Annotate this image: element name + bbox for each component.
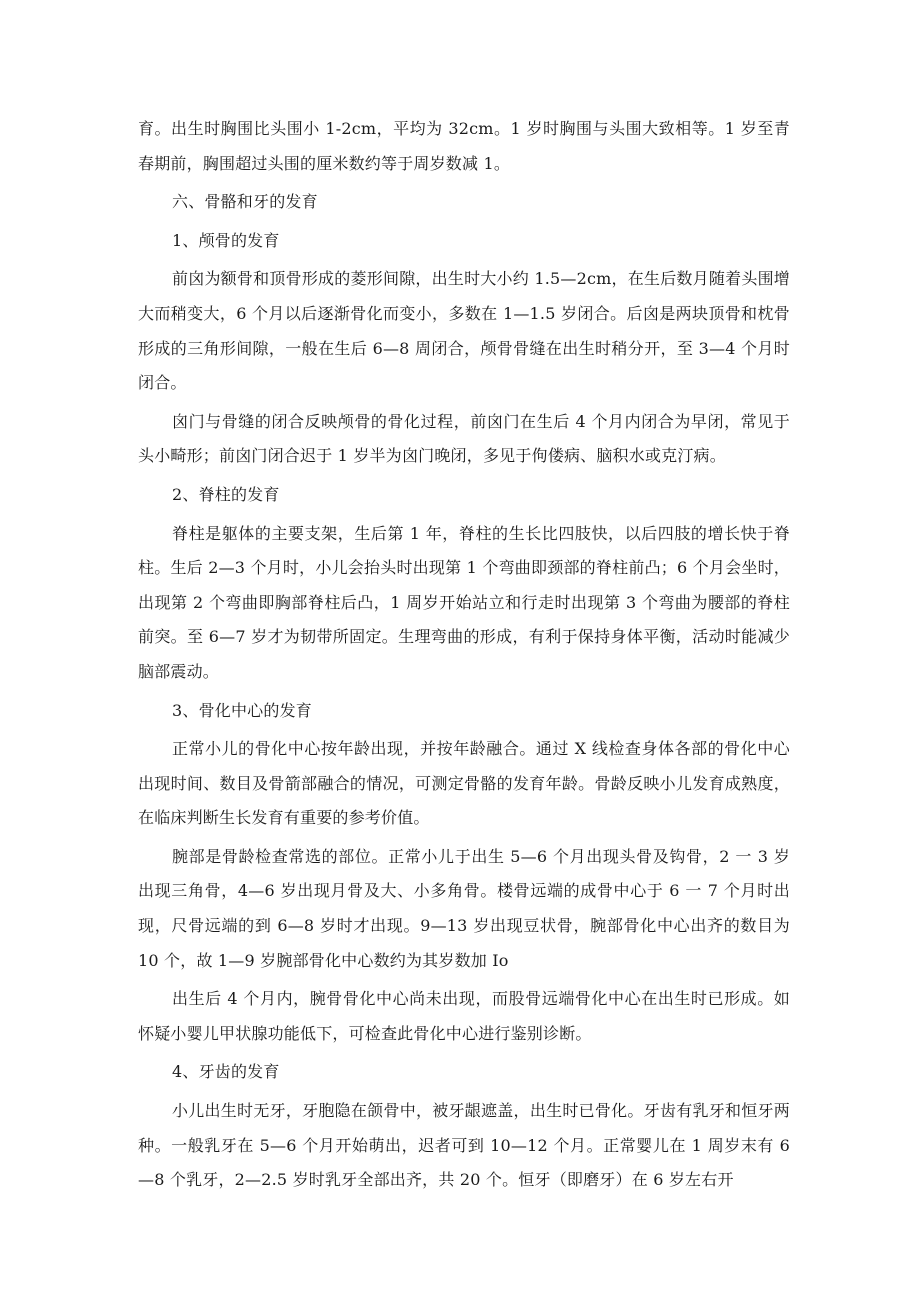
document-body bbox=[138, 112, 790, 1198]
paragraph-teeth: 小儿出生时无牙，牙胞隐在颌骨中，被牙龈遮盖，出生时已骨化。牙齿有乳牙和恒牙两种。一般乳牙在 5—6 个月开始萌出，迟者可到 10—12 个月。正常婴儿在 1 周岁末有 6—8 个乳牙，2—2.5 岁时乳牙全部出齐，共 20 个。恒牙（即磨牙）在 6 岁左右开 bbox=[138, 1101, 790, 1190]
paragraph-wrist-bone-age: 腕部是骨龄检查常选的部位。正常小儿于出生 5—6 个月出现头骨及钩骨，2 一 3 岁出现三角骨，4—6 岁出现月骨及大、小多角骨。楼骨远端的成骨中心于 6 一 7 个月时出现，尺骨远端的到 6—8 岁时才出现。9—13 岁出现豆状骨，腕部骨化中心出齐的数目为 10 个，故 1—9 岁腕部骨化中心数约为其岁数加 Io bbox=[138, 846, 790, 970]
paragraph-spine: 脊柱是躯体的主要支架，生后第 1 年，脊柱的生长比四肢快，以后四肢的增长快于脊柱。生后 2—3 个月时，小儿会抬头时出现第 1 个弯曲即颈部的脊柱前凸；6 个月会坐时，出现第 2 个弯曲即胸部脊柱后凸，1 周岁开始站立和行走时出现第 3 个弯曲为腰部的脊柱前突。至 6—7 岁才为韧带所固定。生理弯曲的形成，有利于保持身体平衡，活动时能减少脑部震动。 bbox=[138, 523, 790, 681]
paragraph-carpal-diagnosis: 出生后 4 个月内，腕骨骨化中心尚未出现，而股骨远端骨化中心在出生时已形成。如怀疑小婴儿甲状腺功能低下，可检查此骨化中心进行鉴别诊断。 bbox=[138, 989, 790, 1043]
subheading-teeth: 4、牙齿的发育 bbox=[172, 1062, 280, 1082]
paragraph-ossification: 正常小儿的骨化中心按年龄出现，并按年龄融合。通过 X 线检查身体各部的骨化中心出现时间、数目及骨箭部融合的情况，可测定骨骼的发育年龄。骨龄反映小儿发育成熟度，在临床判断生长发育有重要的参考价值。 bbox=[138, 739, 790, 828]
paragraph-fontanelle-closure: 囟门与骨缝的闭合反映颅骨的骨化过程，前囟门在生后 4 个月内闭合为早闭，常见于头小畸形；前囟门闭合迟于 1 岁半为囟门晚闭，多见于佝偻病、脑积水或克汀病。 bbox=[138, 411, 790, 466]
subheading-spine: 2、脊柱的发育 bbox=[172, 484, 280, 504]
section-heading-bone-and-teeth: 六、骨骼和牙的发育 bbox=[172, 192, 318, 212]
paragraph-fontanelle: 前囟为额骨和顶骨形成的菱形间隙，出生时大小约 1.5—2cm，在生后数月随着头围增大而稍变大，6 个月以后逐渐骨化而变小，多数在 1—1.5 岁闭合。后囟是两块顶骨和枕骨形成的三角形间隙，一般在生后 6—8 周闭合，颅骨骨缝在出生时稍分开，至 3—4 个月时闭合。 bbox=[138, 269, 790, 393]
paragraph-chest-circumference: 育。出生时胸围比头围小 1-2cm，平均为 32cm。1 岁时胸围与头围大致相等。1 岁至青春期前，胸围超过头围的厘米数约等于周岁数减 1。 bbox=[138, 119, 790, 173]
subheading-skull: 1、颅骨的发育 bbox=[172, 230, 280, 250]
subheading-ossification-center: 3、骨化中心的发育 bbox=[172, 700, 312, 720]
